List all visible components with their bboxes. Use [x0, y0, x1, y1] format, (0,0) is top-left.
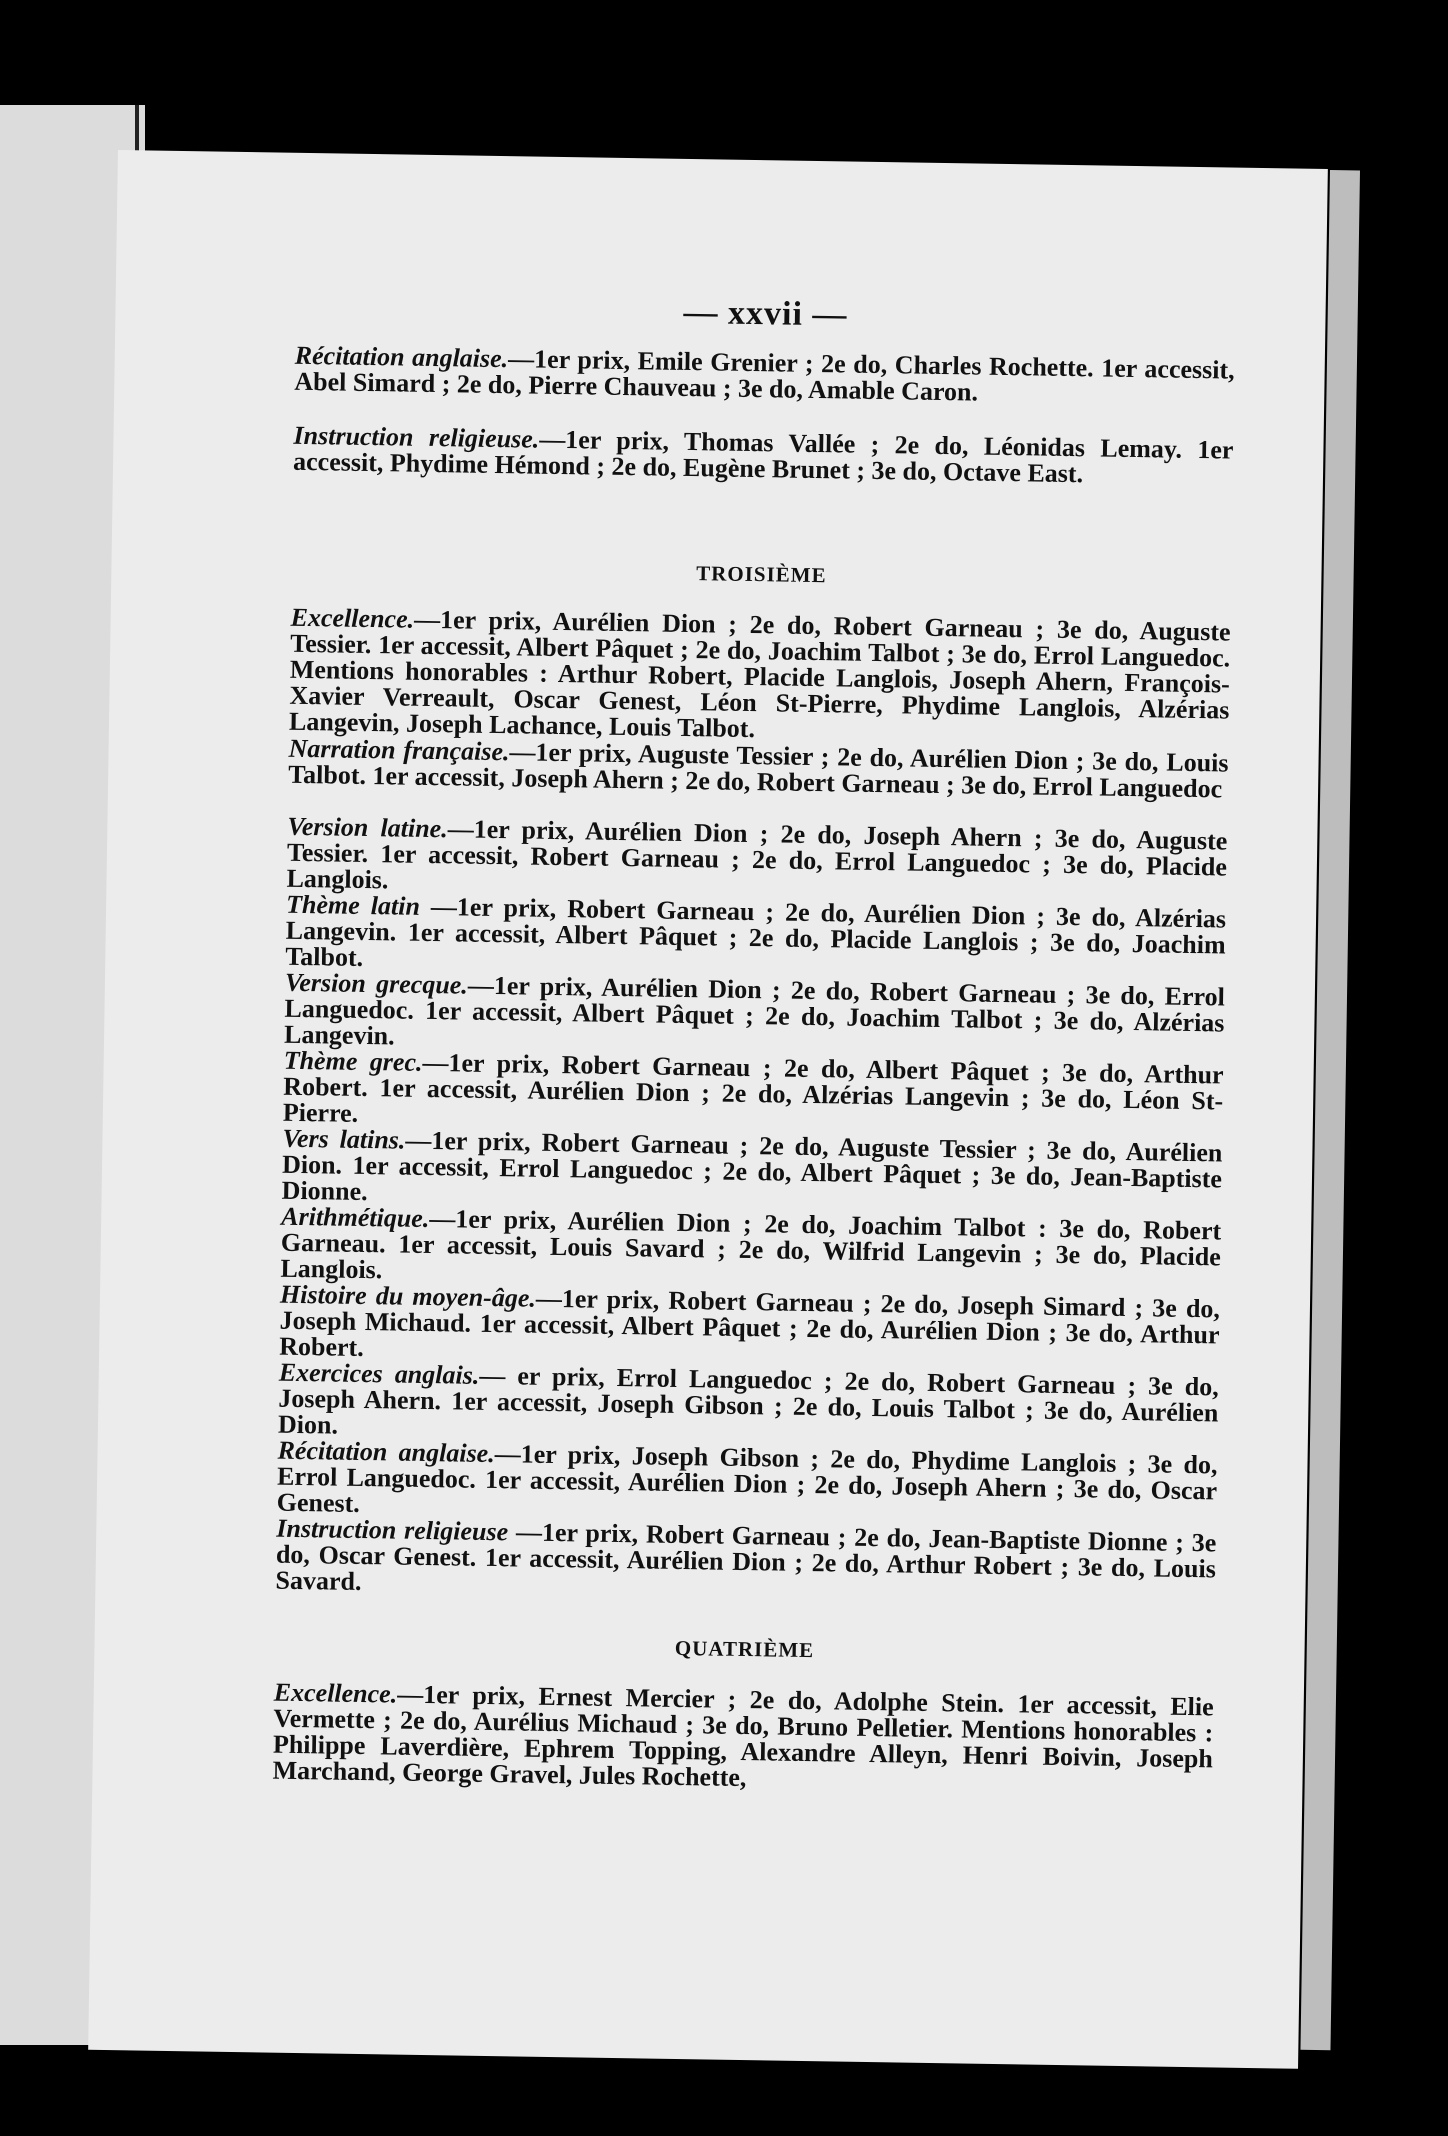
- paragraph-label: Vers latins.: [282, 1123, 406, 1155]
- paragraph-text: —1er prix, Emile Grenier ; 2e do, Charles Rochette. 1er accessit, Abel Simard ; 2e do, Pierre Chauveau ; 3e do, Amable Caron.: [294, 344, 1235, 407]
- page-number: — xxvii —: [683, 293, 848, 334]
- paragraph-text: —1er prix, Robert Garneau ; 2e do, Auguste Tessier ; 3e do, Aurélien Dion. 1er accessit, Errol Languedoc ; 2e do, Albert Pâquet ; 3e do, Jean-Baptiste Dionne.: [281, 1125, 1223, 1207]
- paragraph-excellence-4: [272, 1677, 1214, 1799]
- paragraph-text: —1er prix, Robert Garneau ; 2e do, Albert Pâquet ; 3e do, Arthur Robert. 1er accessit, Aurélien Dion ; 2e do, Alzérias Langevin ; 3e do, Léon St-Pierre.: [282, 1047, 1224, 1128]
- paragraph-text: —1er prix, Aurélien Dion ; 2e do, Joachim Talbot : 3e do, Robert Garneau. 1er accessit, Louis Savard ; 2e do, Wilfrid Langevin ; 3e do, Placide Langlois.: [280, 1204, 1222, 1285]
- paragraph-text: —1er prix, Auguste Tessier ; 2e do, Aurélien Dion ; 3e do, Louis Talbot. 1er accessit, Joseph Ahern ; 2e do, Robert Garneau ; 3e do, Errol Languedoc: [287, 737, 1229, 804]
- paragraph-text: — er prix, Errol Languedoc ; 2e do, Robert Garneau ; 3e do, Joseph Ahern. 1er accessit, Joseph Gibson ; 2e do, Louis Talbot ; 3e do, Aurélien Dion.: [277, 1360, 1219, 1440]
- paragraph-label: Récitation anglaise.: [294, 340, 509, 374]
- paragraph-text: —1er prix, Thomas Vallée ; 2e do, Léonidas Lemay. 1er accessit, Phydime Hémond ; 2e do, Eugène Brunet ; 3e do, Octave East.: [292, 424, 1234, 489]
- document-page: [88, 150, 1328, 2069]
- paragraph-instruction-religieuse-3: [275, 1513, 1217, 1609]
- paragraph-label: Excellence.: [290, 602, 415, 634]
- paragraph-text: —1er prix, Robert Garneau ; 2e do, Joseph Simard ; 3e do, Joseph Michaud. 1er accessit, Albert Pâquet ; 2e do, Aurélien Dion ; 3e do, Arthur Robert.: [279, 1283, 1221, 1363]
- section-heading-quatrieme: QUATRIÈME: [674, 1635, 815, 1663]
- paragraph-label: Exercices anglais.: [278, 1357, 480, 1390]
- paragraph-label: Narration française.: [288, 733, 510, 767]
- paragraph-text: —1er prix, Aurélien Dion ; 2e do, Robert Garneau ; 3e do, Auguste Tessier. 1er accessit, Albert Pâquet ; 2e do, Joachim Talbot ; 3e do, Errol Languedoc. Mentions honorables : Arthur Robert, Placide Langlois, Joseph Ahern, François-Xavier Verreault, Oscar Genest, Léon St-Pierre, Phydime Langlois, Alzérias Langevin, Joseph Lachance, Louis Talbot.: [288, 604, 1231, 744]
- section-heading-troisieme: TROISIÈME: [696, 561, 827, 588]
- paragraph-text: —1er prix, Robert Garneau ; 2e do, Jean-Baptiste Dionne ; 3e do, Oscar Genest. 1er accessit, Aurélien Dion ; 2e do, Arthur Robert ; 3e do, Louis Savard.: [275, 1517, 1217, 1596]
- paragraph-text: —1er prix, Ernest Mercier ; 2e do, Adolphe Stein. 1er accessit, Elie Vermette ; 2e do, Aurélius Michaud ; 3e do, Bruno Pelletier. Mentions honorables : Philippe Laverdière, Ephrem Topping, Alexandre Alleyn, Henri Boivin, Joseph Marchand, George Gravel, Jules Rochette,: [272, 1679, 1214, 1793]
- paragraph-text: —1er prix, Aurélien Dion ; 2e do, Joseph Ahern ; 3e do, Auguste Tessier. 1er accessit, Robert Garneau ; 2e do, Errol Languedoc ; 3e do, Placide Langlois.: [286, 814, 1228, 895]
- paragraph-label: Thème latin: [285, 889, 421, 921]
- paragraph-narration-francaise: [287, 733, 1229, 804]
- paragraph-text: —1er prix, Robert Garneau ; 2e do, Aurélien Dion ; 3e do, Alzérias Langevin. 1er accessit, Albert Pâquet ; 2e do, Placide Langlois ; 3e do, Joachim Talbot.: [285, 891, 1227, 972]
- paragraph-recitation-anglaise: [294, 340, 1235, 410]
- paragraph-text: —1er prix, Aurélien Dion ; 2e do, Robert Garneau ; 3e do, Errol Languedoc. 1er accessit, Albert Pâquet ; 2e do, Joachim Talbot ; 3e do, Alzérias Langevin.: [283, 970, 1226, 1051]
- paragraph-label: Instruction religieuse.: [293, 420, 540, 454]
- paragraph-label: Arithmétique.: [281, 1201, 430, 1234]
- paragraph-label: Récitation anglaise.: [277, 1435, 495, 1469]
- paragraph-label: Version latine.: [287, 811, 448, 844]
- paragraph-text: —1er prix, Joseph Gibson ; 2e do, Phydime Langlois ; 3e do, Errol Languedoc. 1er accessit, Aurélien Dion ; 2e do, Joseph Ahern ; 3e do, Oscar Genest.: [276, 1439, 1218, 1518]
- paragraph-label: Version grecque.: [284, 967, 469, 1000]
- page-content: [272, 153, 1238, 1793]
- paragraph-label: Histoire du moyen-âge.: [279, 1279, 537, 1313]
- paragraph-label: Instruction religieuse: [276, 1513, 509, 1547]
- paragraph-instruction-religieuse: [292, 420, 1234, 490]
- paragraph-label: Thème grec.: [283, 1045, 423, 1077]
- paragraph-label: Excellence.: [273, 1677, 398, 1709]
